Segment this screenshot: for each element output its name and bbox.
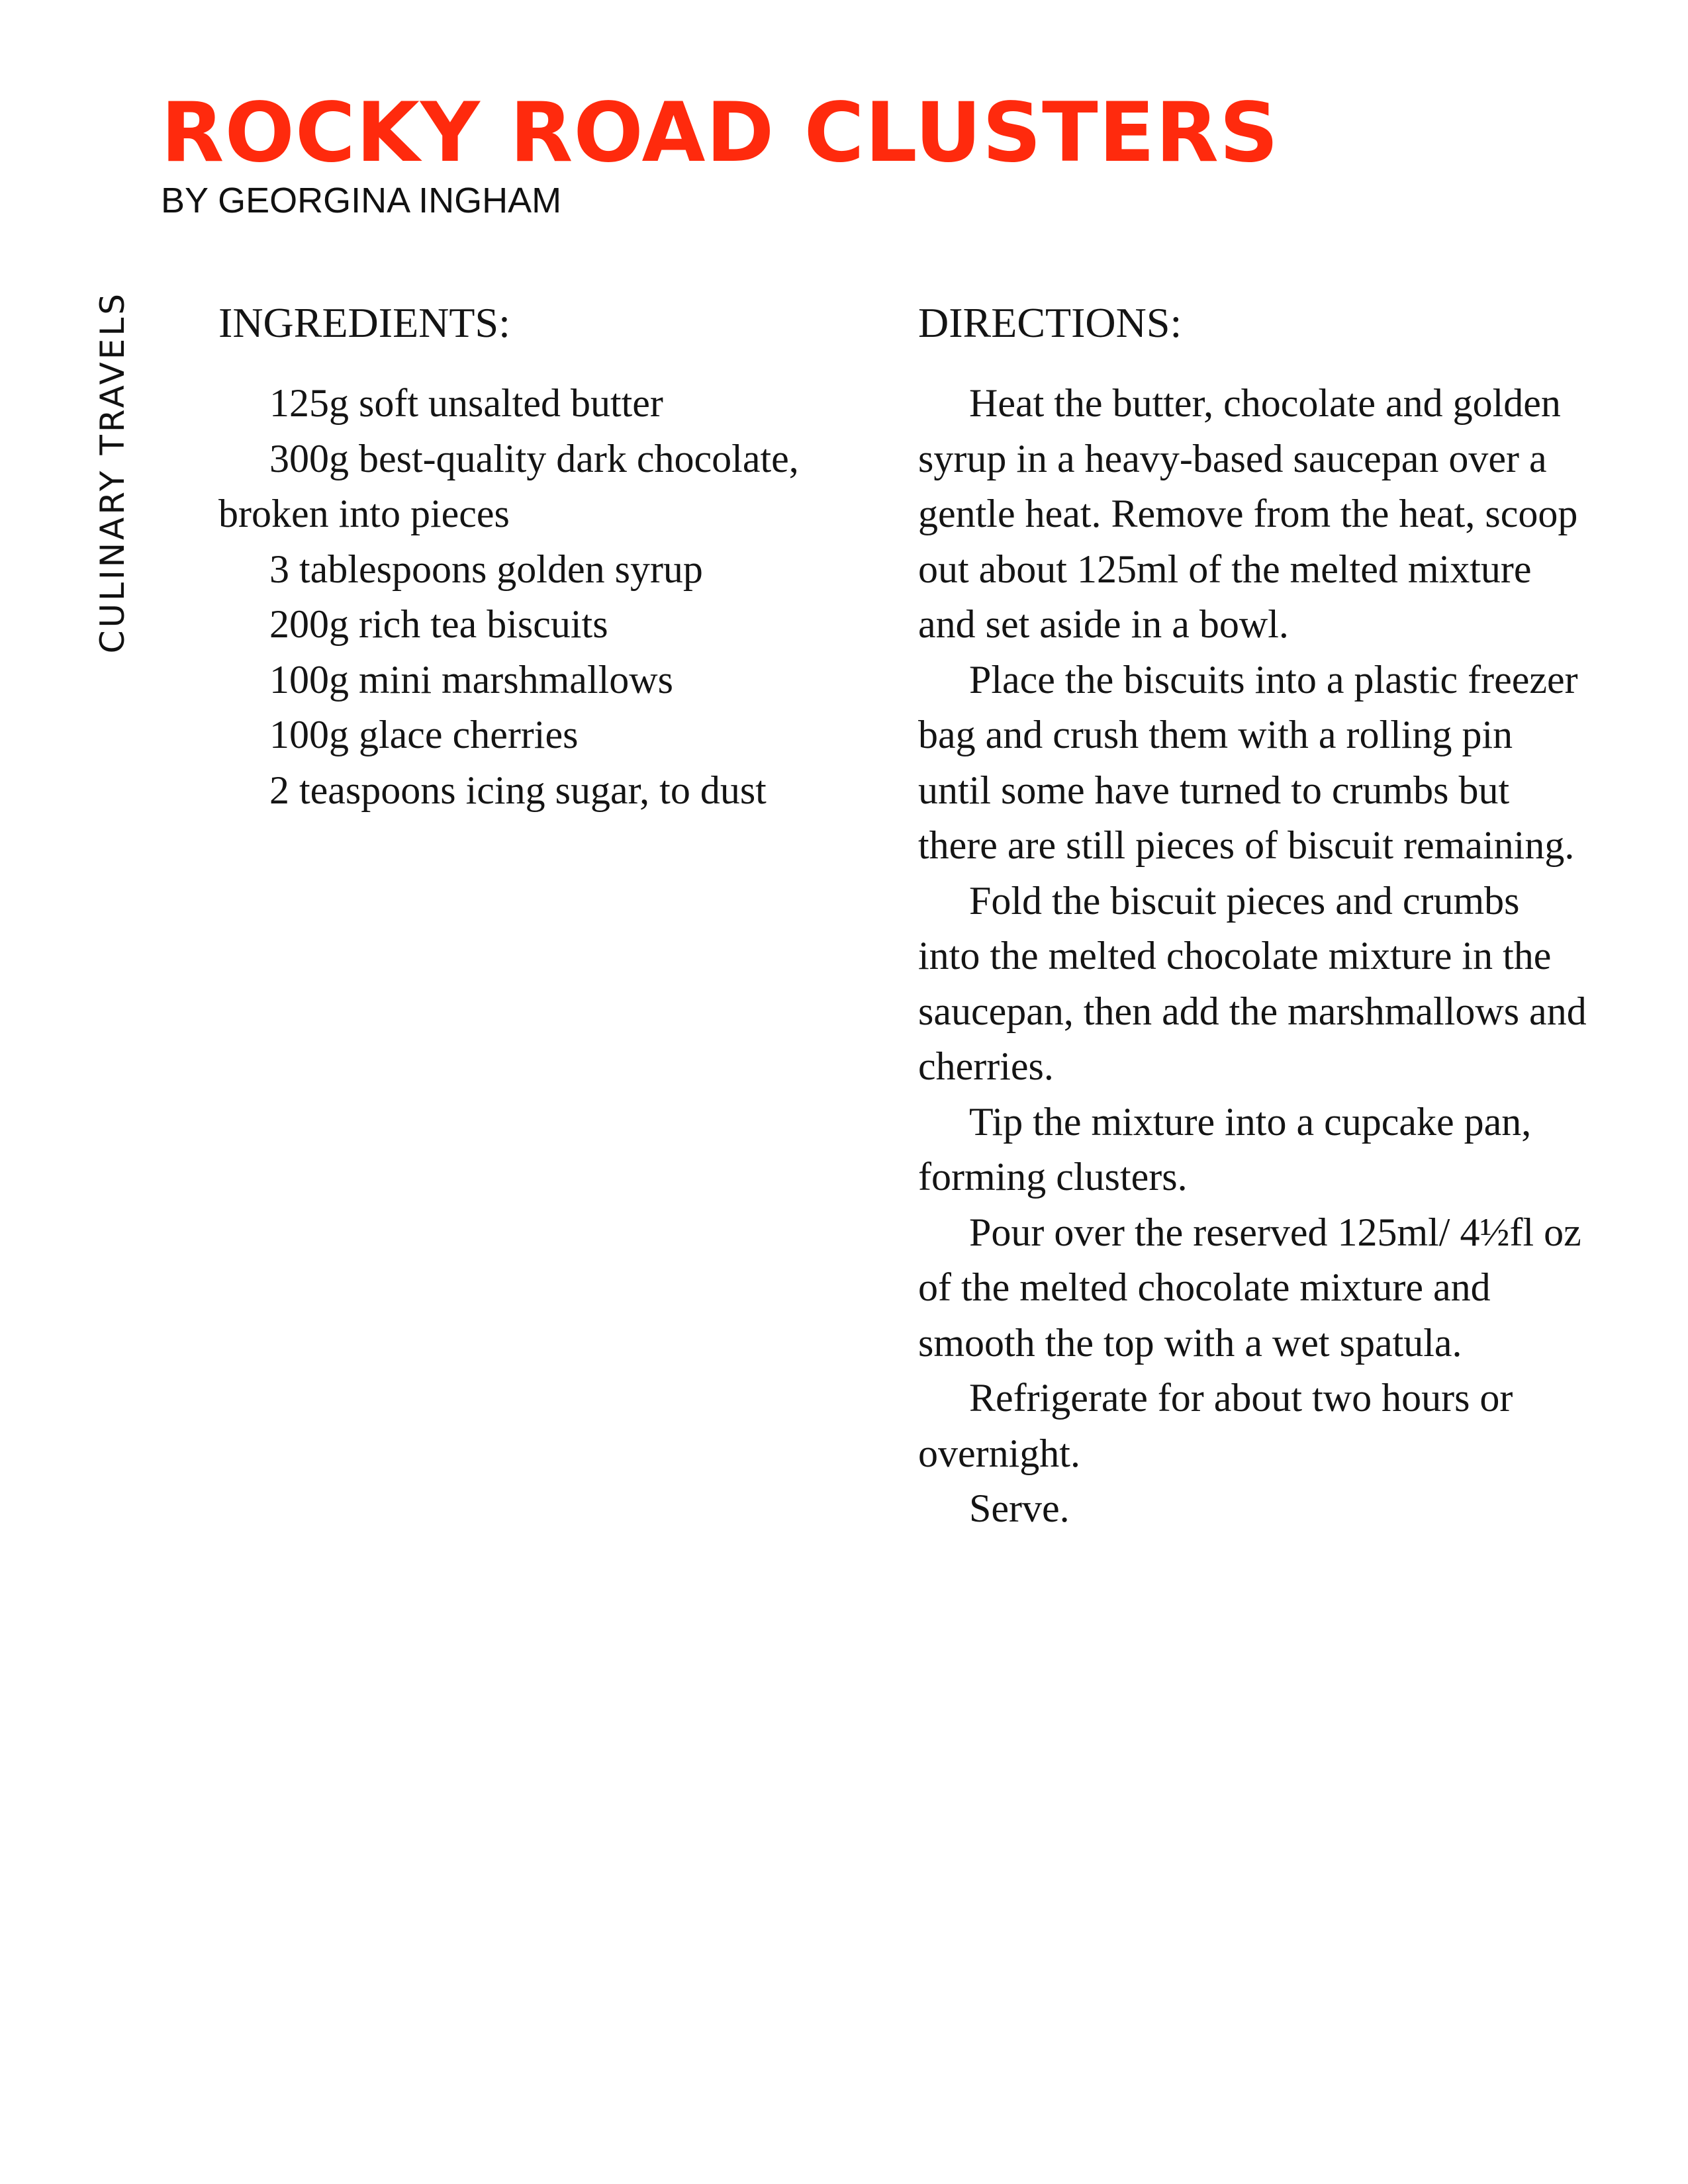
ingredient-item: 200g rich tea biscuits xyxy=(269,602,608,646)
ingredient-item: 2 teaspoons icing sugar, to dust xyxy=(269,768,767,812)
directions-section xyxy=(918,296,1587,1537)
ingredient-item: 100g glace cherries xyxy=(269,713,579,756)
ingredient-item: 300g best-quality dark chocolate, broken into pieces xyxy=(218,436,799,535)
direction-step: Refrigerate for about two hours or overnight. xyxy=(918,1376,1513,1475)
ingredients-list xyxy=(218,376,880,818)
direction-step: Tip the mixture into a cupcake pan, forming clusters. xyxy=(918,1099,1532,1199)
ingredients-section xyxy=(218,296,880,818)
author-byline: BY GEORGINA INGHAM xyxy=(161,181,562,220)
section-side-label: CULINARY TRAVELS xyxy=(93,291,132,654)
direction-step: Pour over the reserved 125ml/ 4½fl oz of the melted chocolate mixture and smooth the top with a wet spatula. xyxy=(918,1210,1581,1365)
directions-heading: DIRECTIONS: xyxy=(918,299,1182,346)
page-title: ROCKY ROAD CLUSTERS xyxy=(161,85,1280,181)
ingredient-item: 125g soft unsalted butter xyxy=(269,381,663,425)
direction-step: Serve. xyxy=(969,1486,1070,1530)
ingredient-item: 3 tablespoons golden syrup xyxy=(269,547,703,591)
direction-step: Fold the biscuit pieces and crumbs into the melted chocolate mixture in the saucepan, then add the marshmallows and cherries. xyxy=(918,878,1587,1088)
direction-step: Place the biscuits into a plastic freezer bag and crush them with a rolling pin until some have turned to crumbs but there are still pieces of biscuit remaining. xyxy=(918,657,1578,867)
ingredient-item: 100g mini marshmallows xyxy=(269,657,673,702)
direction-step: Heat the butter, chocolate and golden syrup in a heavy-based saucepan over a gentle heat. Remove from the heat, scoop out about 125ml of the melted mixture and set aside in a bowl. xyxy=(918,381,1578,646)
ingredients-heading: INGREDIENTS: xyxy=(218,299,510,346)
directions-list xyxy=(918,376,1587,1537)
